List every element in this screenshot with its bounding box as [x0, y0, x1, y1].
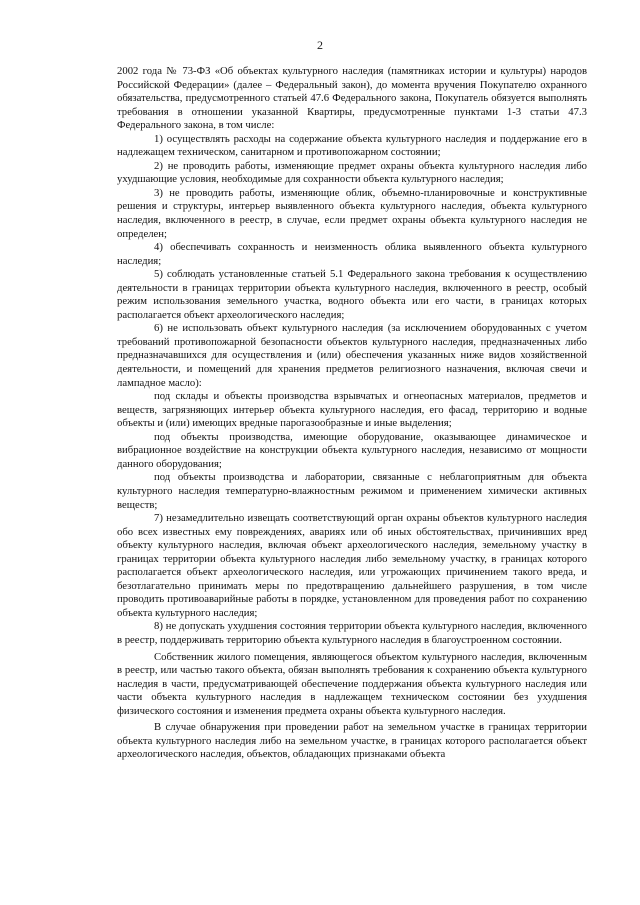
paragraph-discovery: В случае обнаружения при проведении работ на земельном участке в границах территории объекта культурного наследия либо на земельном участке, в границах которого располагается объект археологического наследия, объектов, обладающих признаками объекта — [117, 721, 587, 761]
paragraph-sub-laboratories: под объекты производства и лаборатории, связанные с неблагоприятным для объекта культурного наследия температурно-влажностным режимом и применением химически активных веществ; — [117, 471, 587, 511]
page-number: 2 — [317, 38, 323, 52]
paragraph-item-1: 1) осуществлять расходы на содержание объекта культурного наследия и поддержание его в надлежащем техническом, санитарном и противопожарном состоянии; — [117, 132, 587, 159]
paragraph-item-3: 3) не проводить работы, изменяющие облик, объемно-планировочные и конструктивные решения и структуры, интерьер выявленного объекта культурного наследия, объекта культурного наследия, включенного в реестр, в случае, если предмет охраны объекта культурного наследия не определен; — [117, 186, 587, 240]
paragraph-intro: 2002 года № 73-ФЗ «Об объектах культурного наследия (памятниках истории и культуры) народов Российской Федерации» (далее – Федеральный закон), до момента вручения Покупателю охранного обязательства, предусмотренного статьей 47.6 Федерального закона, Покупатель обязуется выполнять требования в отношении указанной Квартиры, предусмотренные пунктами 1-3 статьи 47.3 Федерального закона, в том числе: — [117, 65, 587, 132]
paragraph-item-5: 5) соблюдать установленные статьей 5.1 Федерального закона требования к осуществлению деятельности в границах территории объекта культурного наследия, включенного в реестр, особый режим использования земельного участка, водного объекта или его части, в границах которых располагается объект археологического наследия; — [117, 268, 587, 321]
paragraph-sub-warehouses: под склады и объекты производства взрывчатых и огнеопасных материалов, предметов и веществ, загрязняющих интерьер объекта культурного наследия, его фасад, территорию и водные объекты и (или) имеющих вредные парогазообразные и иные выделения; — [117, 390, 587, 430]
paragraph-item-6: 6) не использовать объект культурного наследия (за исключением оборудованных с учетом требований противопожарной безопасности объектов культурного наследия, предназначенных либо предназначавшихся для осуществления и (или) обеспечения указанных ниже видов хозяйственной деятельности, и помещений для хранения предметов религиозного назначения, включая свечи и лампадное масло): — [117, 322, 587, 389]
paragraph-owner-obligations: Собственник жилого помещения, являющегося объектом культурного наследия, включенным в реестр, или частью такого объекта, обязан выполнять требования к сохранению объекта культурного наследия в части, предусматривающей обеспечение поддержания объекта культурного наследия или части объекта культурного наследия в надлежащем техническом состоянии без ухудшения физического состояния и изменения предмета охраны объекта культурного наследия. — [117, 650, 587, 717]
paragraph-item-8: 8) не допускать ухудшения состояния территории объекта культурного наследия, включенного в реестр, поддерживать территорию объекта культурного наследия в благоустроенном состоянии. — [117, 620, 587, 646]
paragraph-sub-production: под объекты производства, имеющие оборудование, оказывающее динамическое и вибрационное воздействие на конструкции объекта культурного наследия, независимо от мощности данного оборудования; — [117, 430, 587, 470]
paragraph-item-7: 7) незамедлительно извещать соответствующий орган охраны объектов культурного наследия обо всех известных ему повреждениях, авариях или об иных обстоятельствах, причинивших вред объекту культурного наследия, включая объект археологического наследия, земельному участку в границах территории объекта культурного наследия либо земельному участку, в границах которого располагается объект археологического наследия, или угрожающих причинением такого вреда, и безотлагательно принимать меры по предотвращению дальнейшего разрушения, в том числе проводить противоаварийные работы в порядке, установленном для проведения работ по сохранению объекта культурного наследия; — [117, 512, 587, 619]
paragraph-item-4: 4) обеспечивать сохранность и неизменность облика выявленного объекта культурного наследия; — [117, 241, 587, 267]
body-text — [117, 65, 587, 762]
paragraph-item-2: 2) не проводить работы, изменяющие предмет охраны объекта культурного наследия либо ухудшающие условия, необходимые для сохранности объекта культурного наследия; — [117, 159, 587, 186]
